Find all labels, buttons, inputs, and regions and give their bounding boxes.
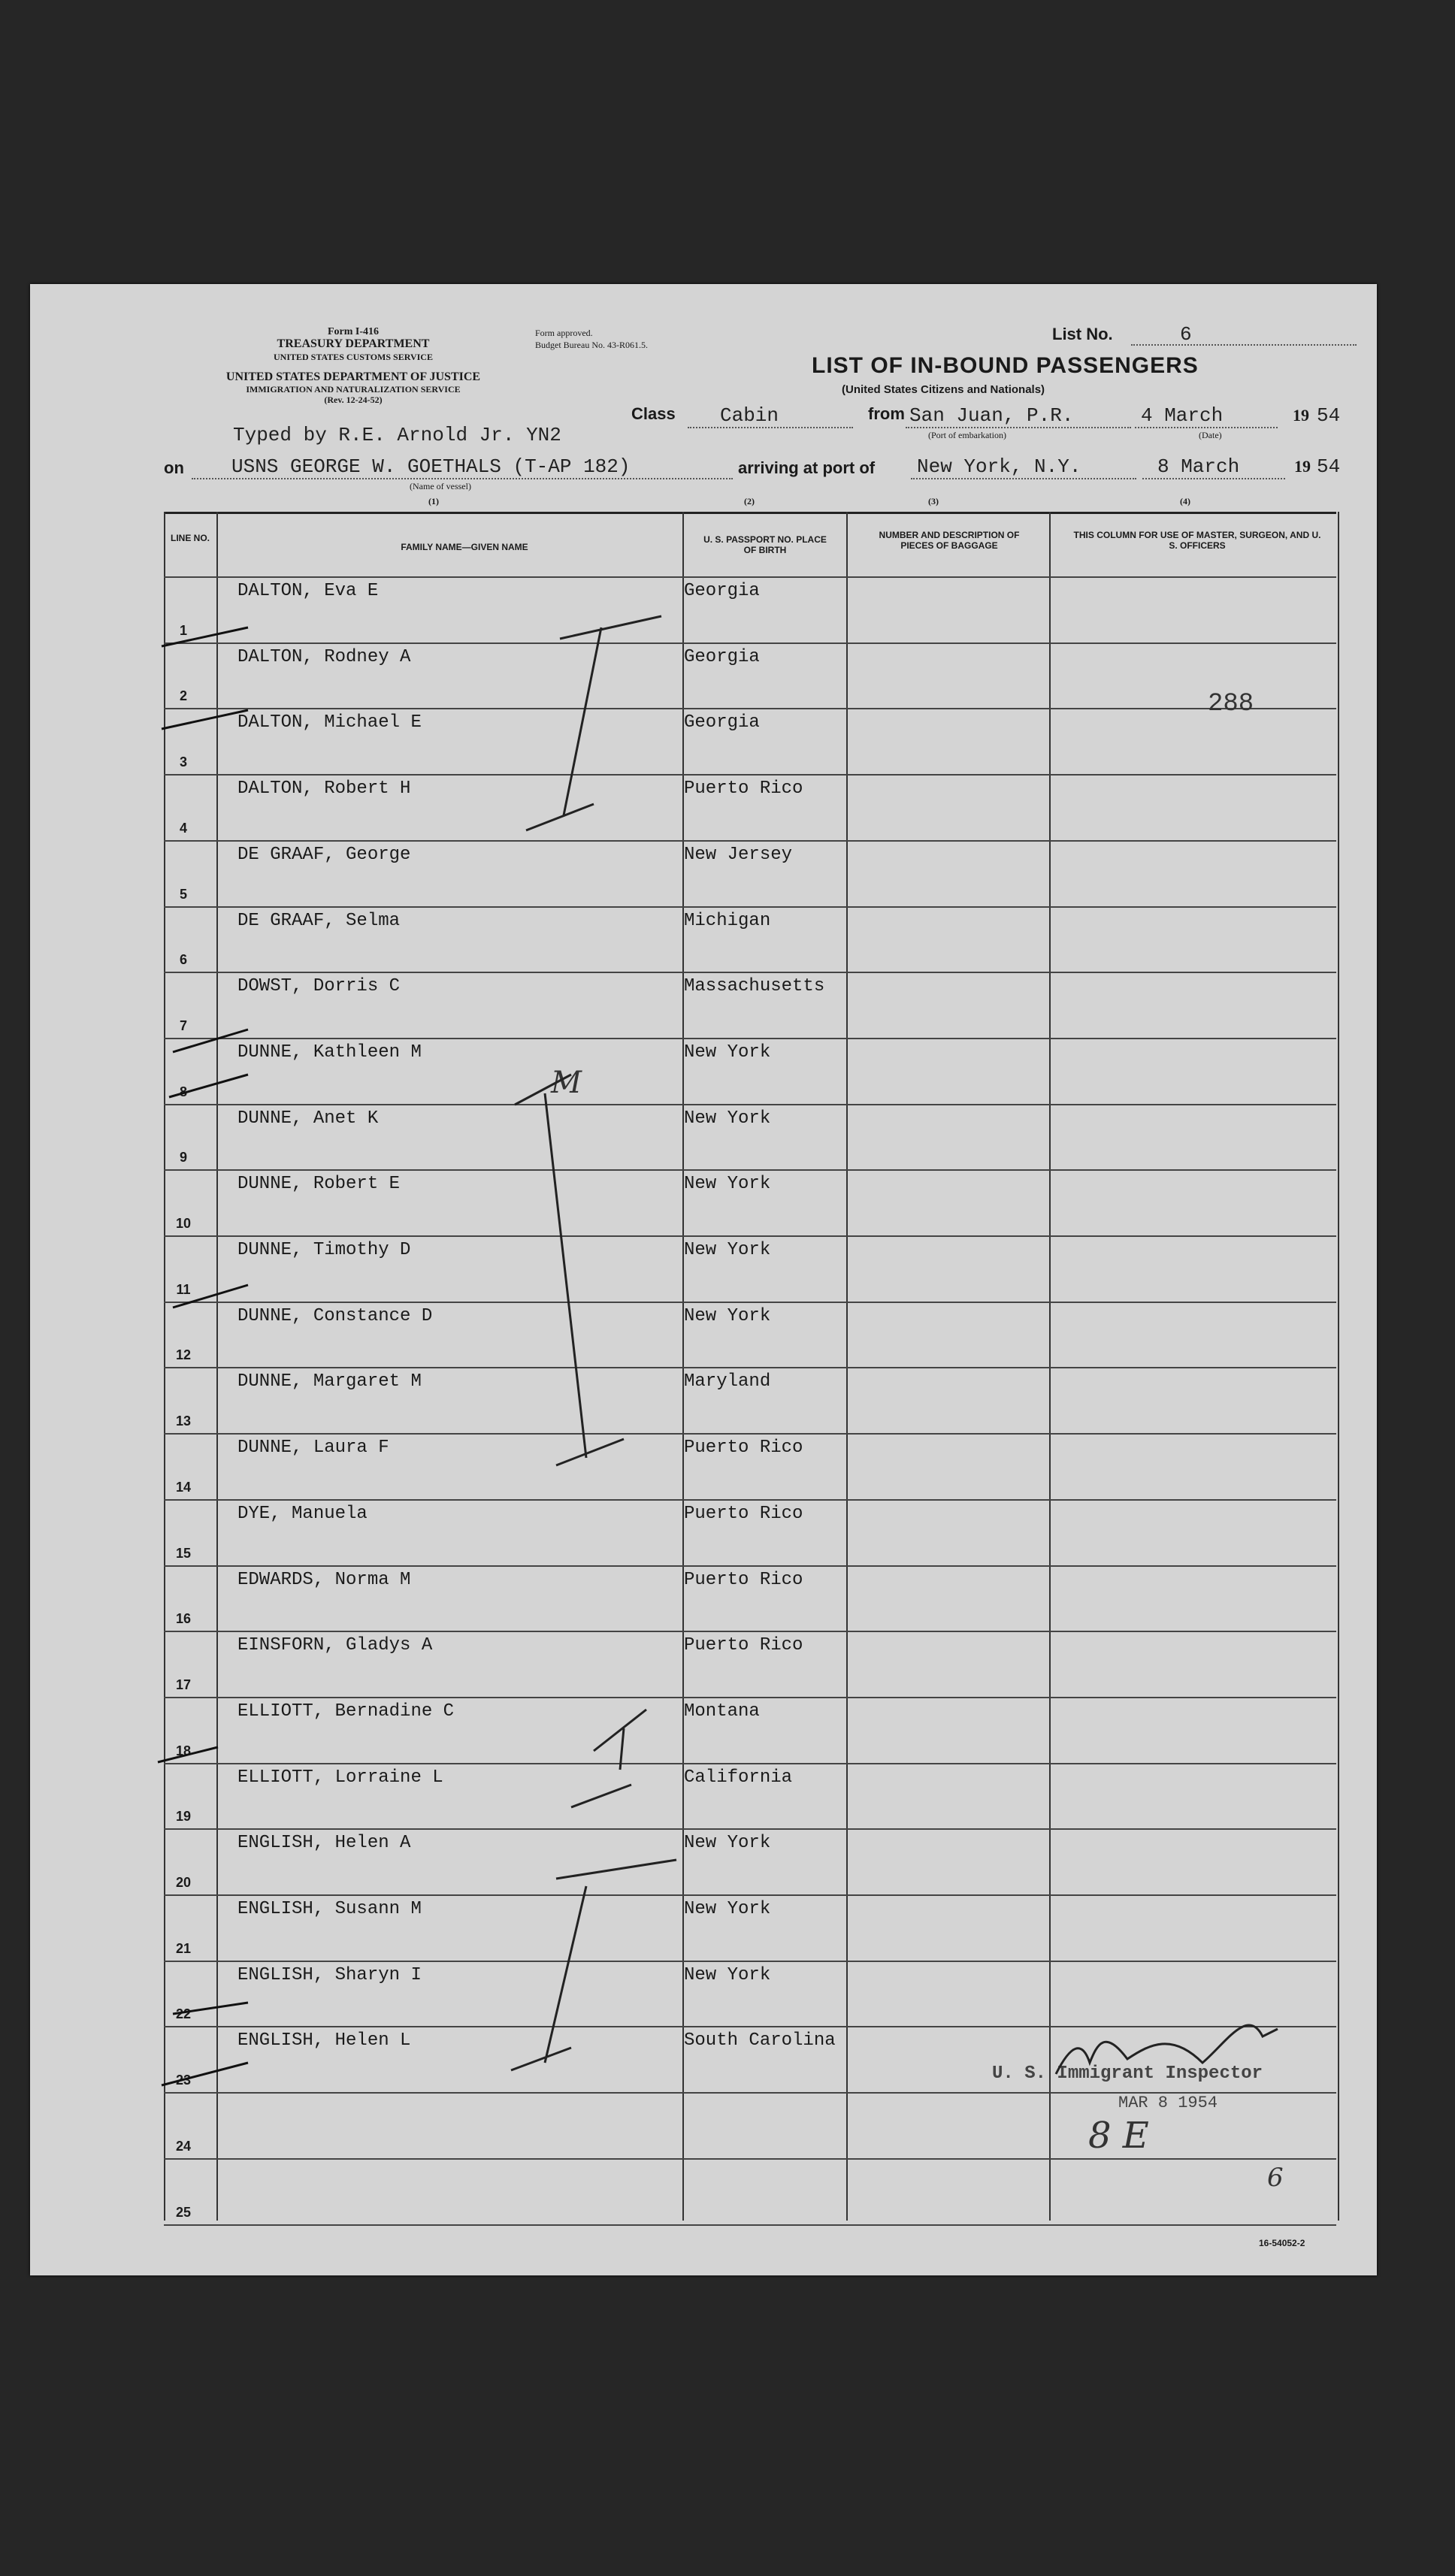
place-of-birth: New York	[684, 1964, 771, 1985]
place-of-birth: New Jersey	[684, 844, 793, 865]
place-of-birth: New York	[684, 1042, 771, 1063]
passenger-name: DUNNE, Robert E	[237, 1174, 401, 1195]
passenger-name: DUNNE, Kathleen M	[237, 1042, 422, 1063]
passenger-name: DUNNE, Laura F	[237, 1438, 389, 1459]
handwritten-initials: 8 E	[1088, 2115, 1149, 2157]
col-header-officers: THIS COLUMN FOR USE OF MASTER, SURGEON, AND U. S. OFFICERS	[1073, 530, 1321, 551]
ins-service: IMMIGRATION AND NATURALIZATION SERVICE	[246, 384, 461, 395]
line-number: 11	[176, 1281, 191, 1297]
form-approved: Form approved.	[535, 328, 593, 338]
arrival-year: 54	[1317, 455, 1341, 478]
place-of-birth: South Carolina	[684, 2030, 836, 2051]
line-number: 16	[175, 1611, 192, 1627]
line-number: 19	[175, 1809, 192, 1825]
col-num-3: (3)	[928, 496, 939, 506]
line-number: 6	[179, 952, 187, 968]
on-label: on	[164, 458, 184, 477]
line-number: 18	[175, 1743, 192, 1758]
line-number: 12	[175, 1347, 192, 1363]
passenger-name: DOWST, Dorris C	[237, 976, 401, 997]
count-annotation: 288	[1208, 690, 1254, 718]
col-num-4: (4)	[1180, 496, 1190, 506]
place-of-birth: Georgia	[684, 712, 760, 733]
col-num-2: (2)	[744, 496, 755, 506]
line-number: 5	[179, 886, 187, 902]
form-subtitle: (United States Citizens and Nationals)	[842, 383, 1045, 396]
passenger-name: DUNNE, Margaret M	[237, 1371, 422, 1392]
line-number: 2	[179, 688, 187, 704]
arriving-label: arriving at port of	[738, 458, 876, 477]
form-code: 16-54052-2	[1259, 2238, 1305, 2248]
passenger-name: ENGLISH, Helen L	[237, 2030, 411, 2051]
passenger-name: DUNNE, Constance D	[237, 1305, 433, 1326]
place-of-birth: Puerto Rico	[684, 1635, 803, 1656]
place-of-birth: New York	[684, 1108, 771, 1129]
class-value: Cabin	[720, 404, 779, 427]
date-caption: (Date)	[1199, 430, 1222, 440]
line-number: 22	[175, 2006, 192, 2022]
passenger-name: DUNNE, Timothy D	[237, 1240, 411, 1260]
line-number: 24	[175, 2138, 192, 2154]
treasury-department: TREASURY DEPARTMENT	[277, 337, 430, 350]
budget-bureau: Budget Bureau No. 43-R061.5.	[535, 340, 648, 350]
passenger-name: DE GRAAF, George	[237, 844, 411, 865]
port-of-embarkation: San Juan, P.R.	[909, 404, 1074, 427]
place-of-birth: New York	[684, 1305, 771, 1326]
passenger-name: ENGLISH, Helen A	[237, 1833, 411, 1854]
col-num-1: (1)	[428, 496, 439, 506]
justice-department: UNITED STATES DEPARTMENT OF JUSTICE	[225, 370, 481, 383]
stamp-date: MAR 8 1954	[1118, 2094, 1218, 2112]
passenger-name: DALTON, Rodney A	[237, 646, 411, 667]
line-number: 17	[175, 1677, 192, 1692]
embark-year: 54	[1317, 404, 1341, 427]
passenger-name: ENGLISH, Susann M	[237, 1899, 422, 1919]
passenger-name: ELLIOTT, Bernadine C	[237, 1701, 455, 1722]
form-title: LIST OF IN-BOUND PASSENGERS	[812, 353, 1199, 378]
col-header-line: LINE NO.	[170, 533, 210, 543]
place-of-birth: California	[684, 1767, 793, 1788]
vessel-name: USNS GEORGE W. GOETHALS (T-AP 182)	[231, 455, 631, 478]
place-of-birth: Massachusetts	[684, 976, 825, 997]
passenger-name: DYE, Manuela	[237, 1503, 368, 1524]
line-number: 25	[175, 2204, 192, 2220]
line-number: 21	[175, 1940, 192, 1956]
arrival-year-prefix: 19	[1294, 457, 1311, 476]
place-of-birth: Maryland	[684, 1371, 771, 1392]
port-embark-caption: (Port of embarkation)	[928, 430, 1006, 440]
place-of-birth: Puerto Rico	[684, 779, 803, 800]
revision-date: (Rev. 12-24-52)	[324, 395, 383, 405]
embark-date: 4 March	[1141, 404, 1224, 427]
col-header-baggage: NUMBER AND DESCRIPTION OF PIECES OF BAGGAGE	[879, 530, 1020, 551]
line-number: 7	[179, 1017, 187, 1033]
line-number: 15	[175, 1545, 192, 1561]
place-of-birth: Montana	[684, 1701, 760, 1722]
handwritten-m: M	[551, 1066, 582, 1100]
list-label: List No.	[1052, 325, 1113, 343]
place-of-birth: New York	[684, 1833, 771, 1854]
bracket-mark	[515, 1075, 624, 1465]
passenger-name: ENGLISH, Sharyn I	[237, 1964, 422, 1985]
line-number: 13	[175, 1413, 192, 1429]
place-of-birth: Georgia	[684, 646, 760, 667]
arrival-date: 8 March	[1157, 455, 1240, 478]
place-of-birth: Georgia	[684, 581, 760, 601]
passenger-name: DALTON, Michael E	[237, 712, 422, 733]
from-label: from	[868, 404, 905, 423]
col-header-name: FAMILY NAME—GIVEN NAME	[401, 542, 528, 552]
passenger-name: EDWARDS, Norma M	[237, 1569, 411, 1590]
inspector-signature	[1056, 2025, 1278, 2074]
bracket-mark	[511, 1860, 676, 2070]
place-of-birth: Puerto Rico	[684, 1503, 803, 1524]
customs-service: UNITED STATES CUSTOMS SERVICE	[274, 352, 433, 362]
line-number: 4	[179, 820, 187, 836]
class-label: Class	[631, 404, 676, 423]
place-of-birth: New York	[684, 1174, 771, 1195]
typed-by: Typed by R.E. Arnold Jr. YN2	[233, 424, 561, 446]
place-of-birth: Puerto Rico	[684, 1438, 803, 1459]
place-of-birth: New York	[684, 1899, 771, 1919]
line-number: 23	[175, 2073, 192, 2088]
col-header-passport: U. S. PASSPORT NO. PLACE OF BIRTH	[703, 534, 827, 555]
passenger-name: DALTON, Robert H	[237, 779, 411, 800]
line-number: 3	[179, 754, 187, 770]
line-number: 9	[179, 1150, 187, 1166]
place-of-birth: Puerto Rico	[684, 1569, 803, 1590]
place-of-birth: New York	[684, 1240, 771, 1260]
passenger-name: EINSFORN, Gladys A	[237, 1635, 433, 1656]
vessel-caption: (Name of vessel)	[410, 481, 471, 491]
bracket-mark	[571, 1710, 646, 1807]
form-number: Form I-416	[327, 326, 380, 337]
passenger-name: DUNNE, Anet K	[237, 1108, 379, 1129]
place-of-birth: Michigan	[684, 910, 771, 931]
line-number: 8	[179, 1084, 187, 1099]
line-number: 20	[175, 1875, 192, 1890]
year-prefix: 19	[1293, 406, 1309, 425]
arrival-port: New York, N.Y.	[917, 455, 1081, 478]
inspector-stamp: U. S. Immigrant Inspector	[992, 2064, 1263, 2084]
passenger-name: ELLIOTT, Lorraine L	[237, 1767, 443, 1788]
passenger-name: DE GRAAF, Selma	[237, 910, 401, 931]
line-number: 1	[179, 622, 187, 638]
list-number: 6	[1180, 323, 1192, 346]
bracket-mark	[526, 616, 661, 830]
passenger-name: DALTON, Eva E	[237, 581, 379, 601]
tick-mark	[158, 627, 248, 2085]
page-mark: 6	[1267, 2163, 1284, 2193]
line-number: 10	[175, 1216, 192, 1231]
line-number: 14	[175, 1479, 192, 1495]
